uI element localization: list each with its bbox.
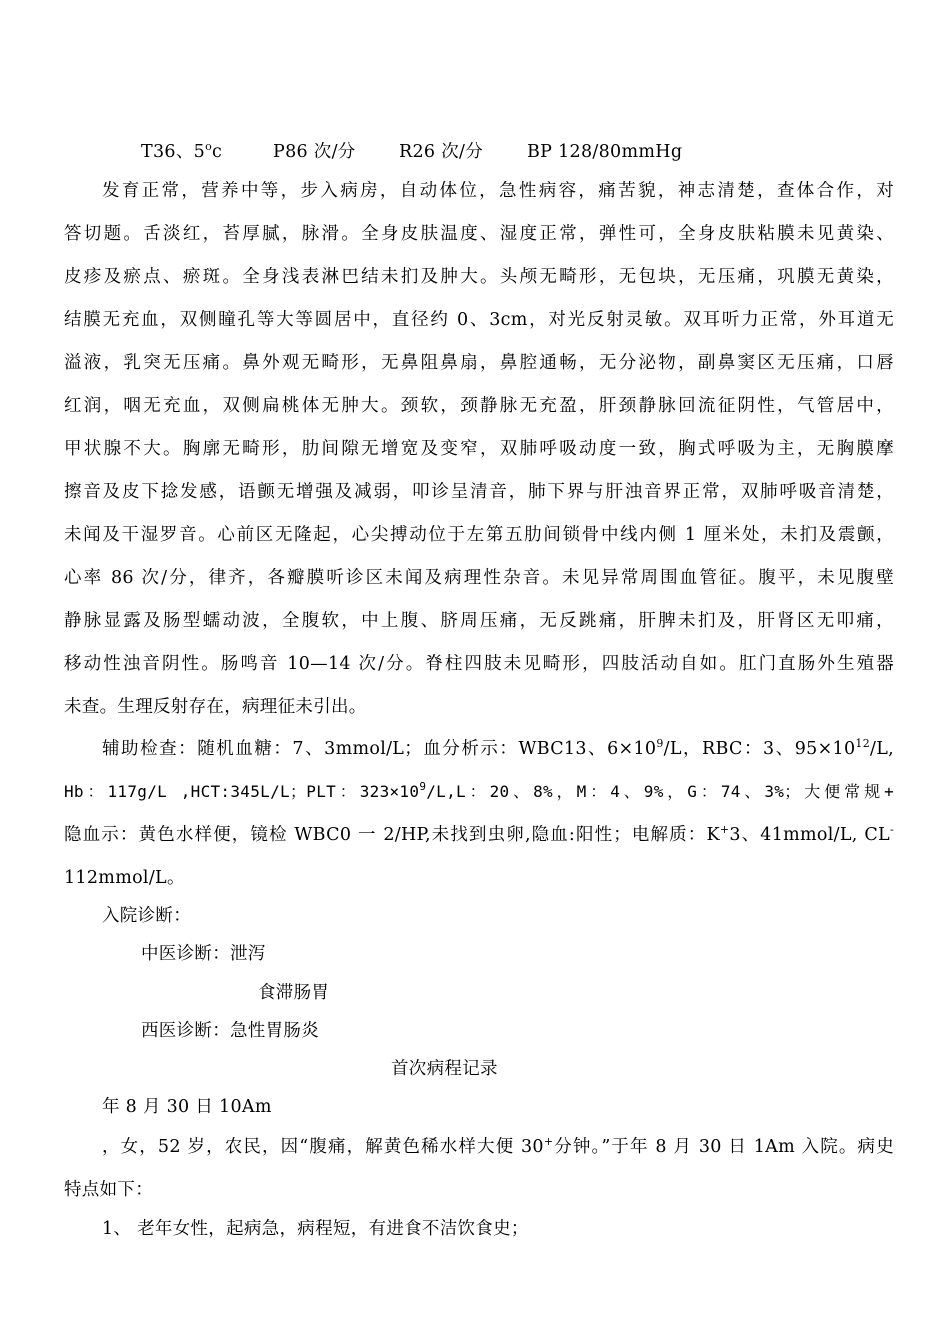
exam-line: 心率 86 次/分，律齐，各瓣膜听诊区未闻及病理性杂音。未见异常周围血管征。腹平，未见腹壁 xyxy=(64,568,894,588)
record-intro: ，女，52 岁，农民，因“腹痛，解黄色稀水样大便 30+分钟。”于年 8 月 30 日 1Am 入院。病史 xyxy=(102,1135,894,1157)
blood-pressure: BP 128/80mmHg xyxy=(527,142,683,162)
admission-diagnosis-heading: 入院诊断： xyxy=(102,906,191,926)
pulse: P86 次/分 xyxy=(273,142,356,162)
western-diagnosis: 西医诊断：急性胃肠炎 xyxy=(141,1021,319,1041)
exam-line: 未查。生理反射存在，病理征未引出。 xyxy=(64,697,367,717)
record-date: 年 8 月 30 日 10Am xyxy=(102,1097,272,1117)
exam-line: 红润，咽无充血，双侧扁桃体无肿大。颈软，颈静脉无充盈，肝颈静脉回流征阴性，气管居中， xyxy=(64,396,894,416)
record-intro: 特点如下： xyxy=(64,1180,153,1200)
aux-exam-line: 112mmol/L。 xyxy=(64,868,185,888)
tcm-syndrome: 食滞肠胃 xyxy=(258,983,330,1003)
tcm-diagnosis: 中医诊断：泄泻 xyxy=(141,944,266,964)
exam-line: 结膜无充血，双侧瞳孔等大等圆居中，直径约 0、3cm，对光反射灵敏。双耳听力正常，外耳道无 xyxy=(64,310,894,330)
list-item: 1、 老年女性，起病急，病程短，有进食不洁饮食史； xyxy=(102,1219,529,1239)
exam-line: 未闻及干湿罗音。心前区无隆起，心尖搏动位于左第五肋间锁骨中线内侧 1 厘米处，未扪及震颤， xyxy=(64,525,894,545)
record-title: 首次病程记录 xyxy=(391,1059,498,1079)
exam-line: 甲状腺不大。胸廓无畸形，肋间隙无增宽及变窄，双肺呼吸动度一致，胸式呼吸为主，无胸膜摩 xyxy=(64,439,894,459)
aux-exam-line: Hb：117g/L ,HCT:345L/L；PLT：$323\times 10^9/L,L$：20、8%，M：4、9%，G：74、3%；大便常规+ xyxy=(64,780,894,801)
exam-line: 发育正常，营养中等，步入病房，自动体位，急性病容，痛苦貌，神志清楚，查体合作，对 xyxy=(102,181,894,201)
exam-line: 移动性浊音阴性。肠鸣音 10—14 次/分。脊柱四肢未见畸形，四肢活动自如。肛门直肠外生殖器 xyxy=(64,654,894,674)
exam-line: 答切题。舌淡红，苔厚腻，脉滑。全身皮肤温度、湿度正常，弹性可，全身皮肤粘膜未见黄染、 xyxy=(64,224,894,244)
temperature: T36、5$^o$c xyxy=(141,140,223,162)
exam-line: 擦音及皮下捻发感，语颤无增强及减弱，叩诊呈清音，肺下界与肝浊音界正常，双肺呼吸音清楚， xyxy=(64,482,894,502)
exam-line: 溢液，乳突无压痛。鼻外观无畸形，无鼻阻鼻扇，鼻腔通畅，无分泌物，副鼻窦区无压痛，口唇 xyxy=(64,353,894,373)
vitals-line xyxy=(141,140,950,164)
respiration: R26 次/分 xyxy=(399,142,484,162)
aux-exam-line: 隐血示：黄色水样便，镜检 WBC0 一 2/HP,未找到虫卵,隐血:阳性；电解质：K+3、41mmol/L, CL- xyxy=(64,823,894,845)
exam-line: 皮疹及瘀点、瘀斑。全身浅表淋巴结未扪及肿大。头颅无畸形，无包块，无压痛，巩膜无黄染， xyxy=(64,267,894,287)
aux-exam-line: 辅助检查：随机血糖：7、3mmol/L；血分析示：WBC13、$6\times 10^9/L$，RBC：3、$95\times 10^{12}/L$, xyxy=(102,737,895,759)
exam-line: 静脉显露及肠型蠕动波，全腹软，中上腹、脐周压痛，无反跳痛，肝脾未扪及，肝肾区无叩痛， xyxy=(64,611,894,631)
